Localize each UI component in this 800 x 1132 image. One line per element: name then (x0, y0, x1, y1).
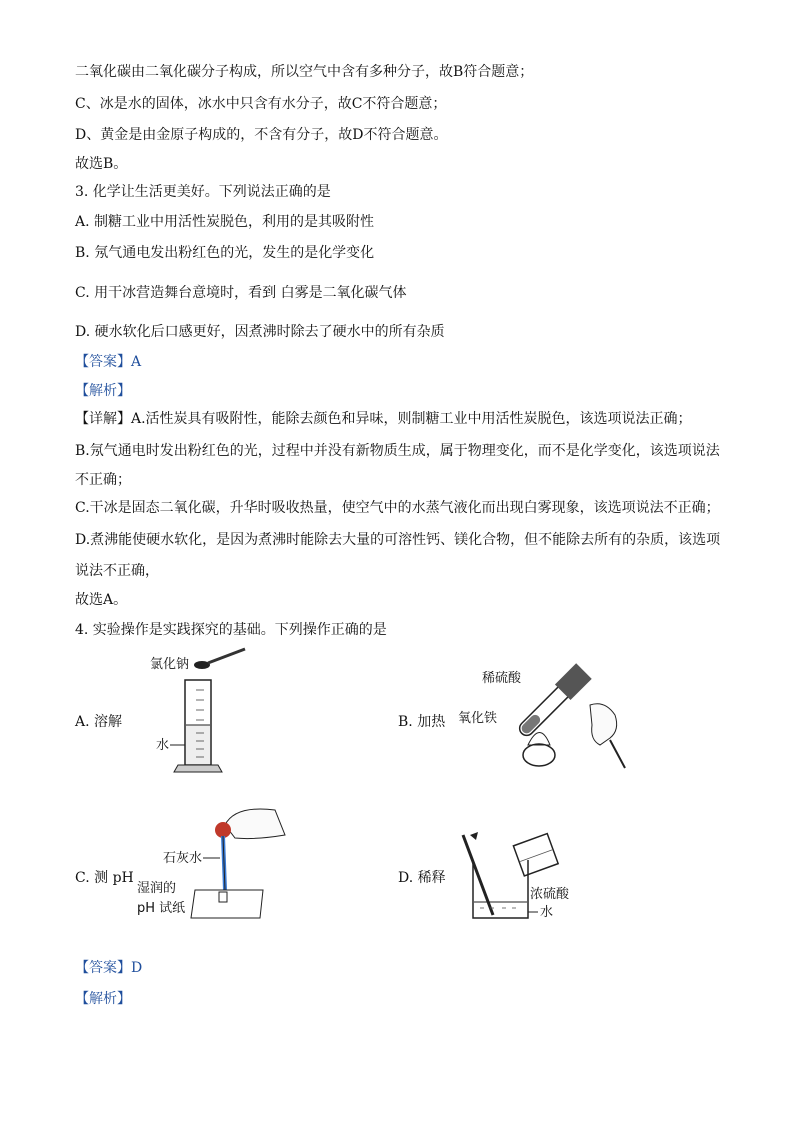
answer-label-q4: 【答案】D (75, 960, 143, 976)
figure-d-dilution (448, 830, 598, 930)
option-d-label: D. 稀释 (398, 870, 446, 886)
option-b-label: B. 加热 (398, 714, 446, 730)
label-water: 水 (540, 905, 554, 920)
conclusion-line: 故选A。 (75, 592, 128, 608)
label-limewater: 石灰水 (163, 851, 203, 866)
label-water: 水 (156, 738, 170, 753)
label-moist: 湿润的 (137, 881, 177, 896)
spoon-icon (194, 661, 210, 669)
figure-b-heating (440, 650, 640, 775)
question-3-option-c: C. 用干冰营造舞台意境时，看到 白雾是二氧化碳气体 (75, 285, 407, 301)
label-iron-oxide: 氧化铁 (458, 711, 498, 726)
test-tube-icon (514, 663, 592, 741)
text-line: 故选B。 (75, 156, 128, 172)
label-sodium-chloride: 氯化钠 (150, 657, 190, 672)
label-ph-paper: pH 试纸 (137, 901, 186, 916)
explanation-line: 不正确； (75, 472, 131, 488)
spatula-handle (208, 649, 245, 663)
explanation-line: D.煮沸能使硬水软化，是因为煮沸时能除去大量的可溶性钙、镁化合物，但不能除去所有的杂质，该选项 (75, 532, 721, 548)
option-a-label: A. 溶解 (75, 714, 123, 730)
explanation-line: 说法不正确， (75, 563, 159, 579)
question-3-option-b: B. 氖气通电发出粉红色的光，发生的是化学变化 (75, 245, 375, 261)
label-concentrated-sulfuric-acid: 浓硫酸 (530, 887, 570, 902)
question-3-stem: 3. 化学让生活更美好。下列说法正确的是 (75, 184, 331, 200)
analysis-label-q4: 【解析】 (75, 991, 131, 1007)
analysis-label: 【解析】 (75, 383, 131, 399)
cylinder-base (174, 765, 222, 772)
water-level (186, 725, 210, 764)
dropper-bulb (215, 822, 231, 838)
explanation-line: 【详解】A.活性炭具有吸附性，能除去颜色和异味，则制糖工业中用活性炭脱色，该选项说法正确； (75, 411, 692, 427)
hand-icon (590, 704, 617, 745)
answer-label: 【答案】A (75, 354, 142, 370)
alcohol-lamp-icon (523, 744, 555, 766)
glass-rod-icon (463, 835, 493, 915)
label-dilute-sulfuric-acid: 稀硫酸 (482, 671, 522, 686)
explanation-line: C.干冰是固态二氧化碳，升华时吸收热量，使空气中的水蒸气液化而出现白雾现象，该选项说法不正确； (75, 500, 720, 516)
option-c-label: C. 测 pH (75, 870, 134, 886)
question-3-option-d: D. 硬水软化后口感更好，因煮沸时除去了硬水中的所有杂质 (75, 324, 445, 340)
text-line: 二氧化碳由二氧化碳分子构成，所以空气中含有多种分子，故B符合题意； (75, 64, 534, 80)
beaker-icon (473, 860, 528, 918)
text-line: D、黄金是由金原子构成的，不含有分子，故D不符合题意。 (75, 127, 448, 143)
pouring-beaker-icon (513, 834, 558, 876)
text-line: C、冰是水的固体，冰水中只含有水分子，故C不符合题意； (75, 96, 447, 112)
explanation-line: B.氖气通电时发出粉红色的光，过程中并没有新物质生成，属于物理变化，而不是化学变化，该选项说法 (75, 443, 720, 459)
question-3-option-a: A. 制糖工业中用活性炭脱色，利用的是其吸附性 (75, 214, 375, 230)
question-4-stem: 4. 实验操作是实践探究的基础。下列操作正确的是 (75, 622, 387, 638)
hand-icon (225, 809, 285, 839)
figure-a-dissolving (140, 645, 280, 780)
figure-c-ph-test (135, 800, 295, 930)
